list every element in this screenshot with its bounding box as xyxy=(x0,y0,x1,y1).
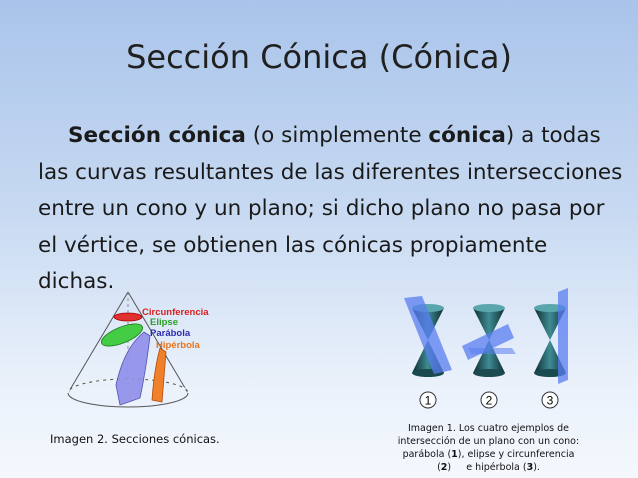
example-number-2: 2 xyxy=(485,393,493,408)
caption-line-4: (2) e hipérbola (3). xyxy=(437,462,540,473)
caption-line-2: intersección de un plano con un cono: xyxy=(397,436,580,447)
definition-paragraph xyxy=(38,118,623,301)
slide-title: Sección Cónica (Cónica) xyxy=(126,38,512,76)
cone-plane-examples xyxy=(390,288,580,413)
label-parabola: Parábola xyxy=(150,328,191,339)
term-conica: cónica xyxy=(428,123,506,148)
double-cone-1 xyxy=(404,296,452,377)
paragraph-part2: ) a todas las curvas resultantes de las diferentes intersecciones entre un cono y un plano; si dicho plano no pasa por el vértice, se obtienen las cónicas propiamente dichas. xyxy=(38,123,623,294)
example-number-1: 1 xyxy=(424,393,432,408)
caption-line-1: Imagen 1. Los cuatro ejemplos de xyxy=(407,423,569,434)
label-elipse: Elipse xyxy=(150,317,178,328)
term-seccion-conica: Sección cónica xyxy=(68,123,246,148)
conic-sections-diagram xyxy=(60,290,235,410)
example-number-3: 3 xyxy=(546,393,554,408)
double-cone-3 xyxy=(534,288,568,384)
paragraph-part1: (o simplemente xyxy=(245,123,429,148)
caption-image-1 xyxy=(396,422,581,474)
caption-image-2: Imagen 2. Secciones cónicas. xyxy=(50,432,220,446)
caption-line-3: parábola (1), elipse y circunferencia xyxy=(402,449,575,460)
double-cone-2 xyxy=(462,304,516,377)
label-hiperbola: Hipérbola xyxy=(156,340,200,351)
circle-section xyxy=(114,313,142,321)
hyperbola-section xyxy=(152,348,166,402)
label-circunferencia: Circunferencia xyxy=(142,307,209,318)
